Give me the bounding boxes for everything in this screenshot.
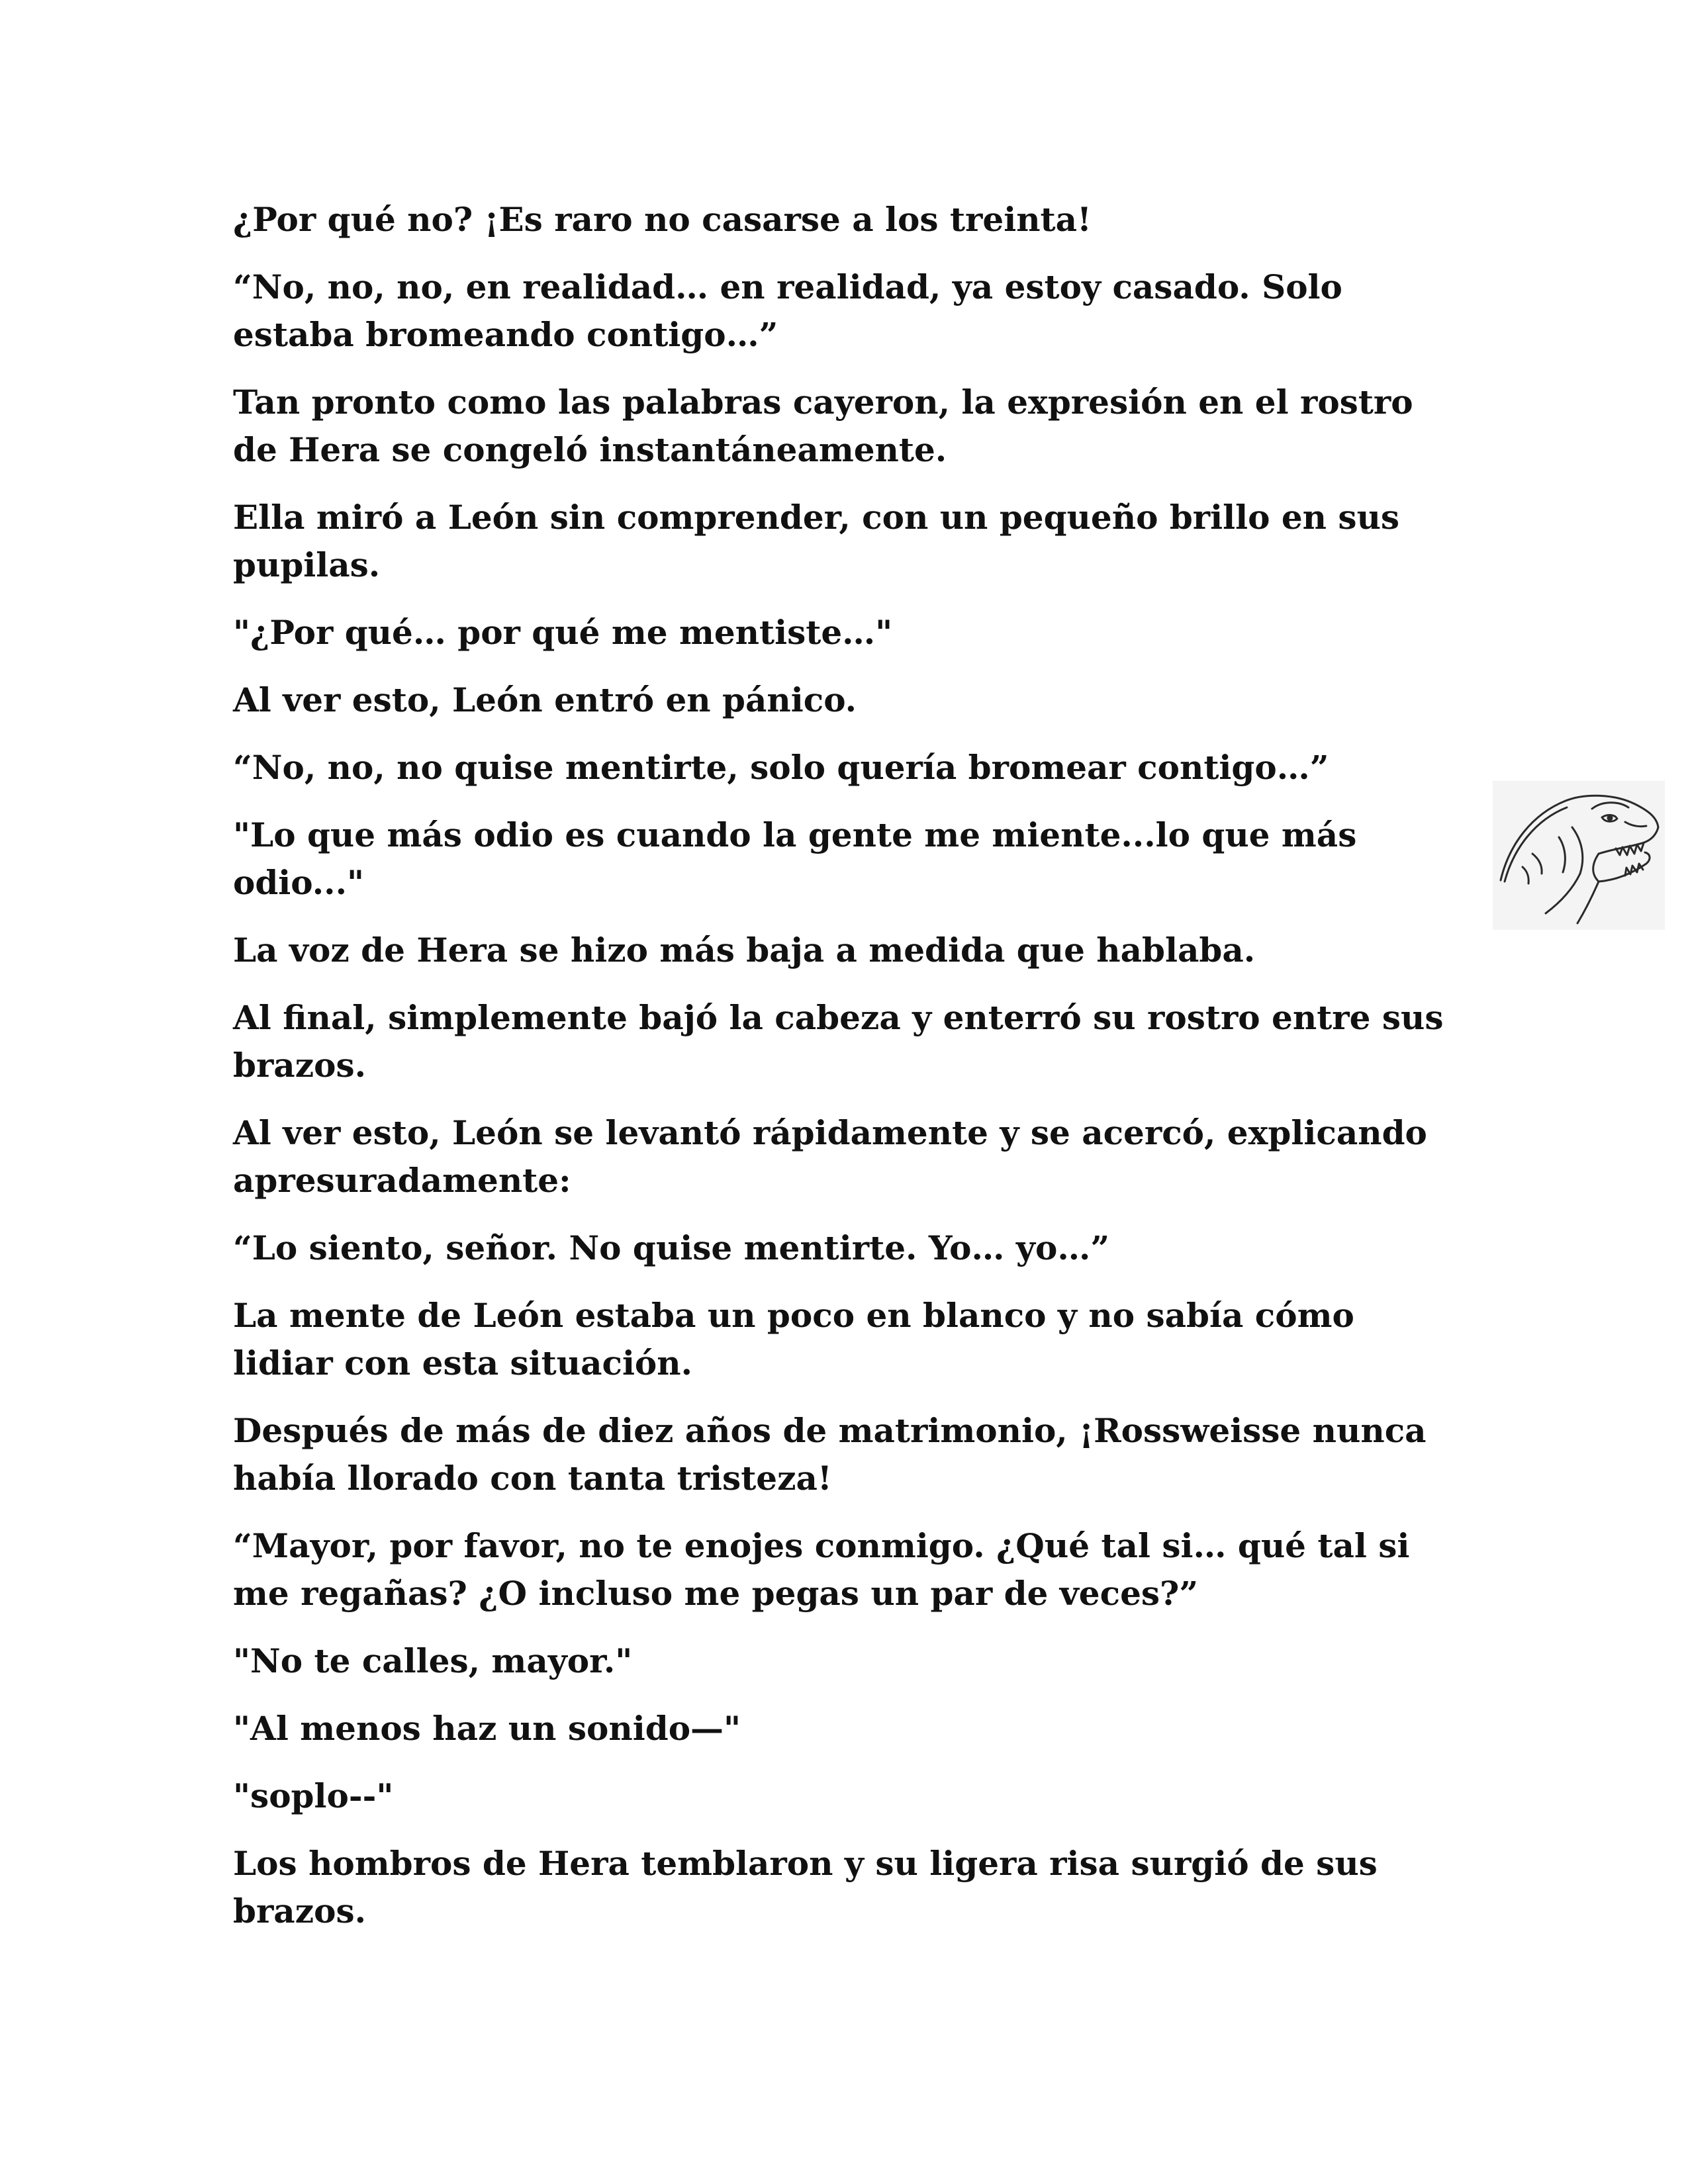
paragraph: Al ver esto, León se levantó rápidamente y se acercó, explicando apresuradamente: <box>233 1113 1427 1200</box>
paragraph: Ella miró a León sin comprender, con un pequeño brillo en sus pupilas. <box>233 498 1400 584</box>
paragraph: “Mayor, por favor, no te enojes conmigo. ¿Qué tal si… qué tal si me regañas? ¿O incluso me pegas un par de veces?” <box>233 1526 1410 1613</box>
document-body <box>233 196 1464 1955</box>
paragraph: Al ver esto, León entró en pánico. <box>233 680 857 719</box>
paragraph: Al final, simplemente bajó la cabeza y enterró su rostro entre sus brazos. <box>233 998 1444 1085</box>
paragraph: “Lo siento, señor. No quise mentirte. Yo… yo…” <box>233 1228 1110 1267</box>
paragraph: "Lo que más odio es cuando la gente me miente...lo que más odio..." <box>233 815 1357 902</box>
paragraph: ¿Por qué no? ¡Es raro no casarse a los treinta! <box>233 200 1092 239</box>
paragraph: "No te calles, mayor." <box>233 1641 633 1680</box>
paragraph: La voz de Hera se hizo más baja a medida que hablaba. <box>233 931 1256 970</box>
paragraph: “No, no, no quise mentirte, solo quería bromear contigo…” <box>233 748 1329 787</box>
paragraph: "¿Por qué… por qué me mentiste…" <box>233 613 893 652</box>
paragraph: "Al menos haz un sonido—" <box>233 1709 741 1748</box>
dinosaur-sketch-icon <box>1493 781 1665 930</box>
paragraph: “No, no, no, en realidad… en realidad, ya estoy casado. Solo estaba bromeando contigo…” <box>233 267 1342 354</box>
paragraph: Tan pronto como las palabras cayeron, la expresión en el rostro de Hera se congeló instantáneamente. <box>233 383 1413 469</box>
paragraph: "soplo--" <box>233 1776 394 1815</box>
paragraph: Los hombros de Hera temblaron y su ligera risa surgió de sus brazos. <box>233 1844 1378 1931</box>
paragraph: Después de más de diez años de matrimonio, ¡Rossweisse nunca había llorado con tanta tristeza! <box>233 1411 1427 1498</box>
paragraph: La mente de León estaba un poco en blanco y no sabía cómo lidiar con esta situación. <box>233 1296 1354 1383</box>
